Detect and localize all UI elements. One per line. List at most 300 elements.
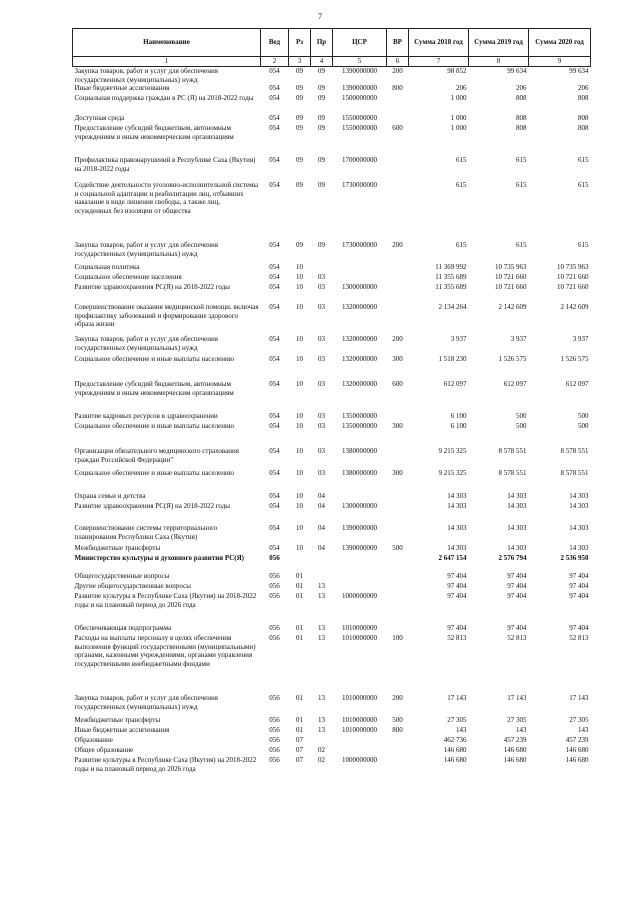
- row-sum-2018: 14 303: [447, 492, 467, 501]
- row-rz: 10: [296, 502, 303, 511]
- row-pr: 03: [318, 335, 325, 344]
- table-row: [73, 746, 591, 756]
- row-vr: [387, 524, 409, 544]
- row-csr: 1320000000: [342, 303, 377, 312]
- row-csr: 1350000000: [342, 422, 377, 431]
- table-row: [73, 94, 591, 114]
- header-vr: ВР: [387, 29, 409, 57]
- row-sum-2018: 27 305: [447, 716, 467, 725]
- row-sum-2019: 10 721 660: [495, 273, 527, 282]
- row-name: Социальное обеспечение и иные выплаты населению: [74, 422, 234, 431]
- row-csr: 1550000000: [342, 114, 377, 123]
- row-ved: 054: [269, 335, 280, 344]
- row-sum-2020: 14 303: [569, 524, 589, 533]
- row-vr: [387, 572, 409, 582]
- row-ved: 054: [269, 502, 280, 511]
- row-sum-2018: 11 355 689: [435, 273, 467, 282]
- row-sum-2018: 14 303: [447, 524, 467, 533]
- row-csr: [333, 554, 387, 572]
- row-rz: 10: [296, 544, 303, 553]
- row-vr: [387, 624, 409, 634]
- row-sum-2020: 10 735 963: [557, 263, 589, 272]
- row-sum-2018: 97 404: [447, 592, 467, 601]
- row-vr: 200: [392, 67, 403, 75]
- header-sum-2018: Сумма 2018 год: [409, 29, 469, 57]
- row-sum-2018: 97 404: [447, 572, 467, 581]
- table-row: [73, 694, 591, 716]
- row-csr: 1010000000: [342, 726, 377, 735]
- row-rz: 10: [296, 447, 303, 456]
- row-sum-2018: 9 215 325: [438, 447, 467, 456]
- row-sum-2019: 457 239: [503, 736, 527, 745]
- row-sum-2020: 500: [578, 422, 589, 431]
- row-sum-2018: 1 000: [450, 94, 467, 103]
- row-pr: 09: [318, 181, 325, 190]
- row-name: Содействие деятельности уголовно-исполнительной системы и социальной адаптации и реабилитации лиц, отбывших наказание в виде лишения свободы, а также лиц, осужденных без изоляции от общества: [74, 181, 259, 215]
- row-ved: 054: [269, 492, 280, 501]
- row-sum-2020: 500: [578, 412, 589, 421]
- table-row: [73, 716, 591, 726]
- row-name: Развитие культуры в Республике Саха (Якутия) на 2018-2022 годы и на плановый период до 2026 года: [74, 592, 257, 609]
- row-pr: 09: [318, 67, 325, 75]
- row-sum-2019: 10 721 660: [495, 283, 527, 292]
- page-number: 7: [318, 12, 322, 21]
- row-rz: 10: [296, 524, 303, 533]
- table-row: [73, 726, 591, 736]
- row-csr: 1010000000: [342, 634, 377, 643]
- row-name: Социальное обеспечение населения: [74, 273, 182, 282]
- row-vr: [387, 592, 409, 624]
- row-rz: 10: [296, 380, 303, 389]
- row-sum-2019: 615: [516, 241, 527, 250]
- row-ved: 054: [269, 412, 280, 421]
- header-row: [73, 29, 591, 57]
- table-row: [73, 412, 591, 422]
- row-name: Обеспечивающая подпрограмма: [74, 624, 172, 633]
- row-csr: 1550000000: [342, 124, 377, 133]
- row-sum-2018: 206: [456, 84, 467, 93]
- table-row: [73, 355, 591, 380]
- row-rz: 09: [296, 94, 303, 103]
- row-sum-2020: 3 937: [572, 335, 589, 344]
- column-number: 6: [387, 57, 409, 67]
- row-sum-2020: 97 404: [569, 572, 589, 581]
- table-row: [73, 492, 591, 502]
- row-sum-2018: 146 680: [443, 746, 467, 755]
- row-ved: 054: [269, 273, 280, 282]
- row-ved: 054: [269, 241, 280, 250]
- row-csr: [333, 736, 387, 746]
- table-row: [73, 624, 591, 634]
- row-vr: [387, 273, 409, 283]
- row-sum-2020: 14 303: [569, 492, 589, 501]
- row-sum-2018: 612 097: [443, 380, 467, 389]
- row-csr: 1380000000: [342, 469, 377, 478]
- row-vr: 500: [392, 544, 403, 553]
- row-sum-2019: 206: [516, 84, 527, 93]
- row-name: Расходы на выплаты персоналу в целях обеспечения выполнения функций государственными (муниципальными) органами, казенными учреждениями, органами управления государственными внебюджетными фондами: [74, 634, 256, 668]
- row-vr: [387, 736, 409, 746]
- row-sum-2019: 97 404: [507, 592, 527, 601]
- row-sum-2018: 1 000: [450, 124, 467, 133]
- row-name: Развитие кадровых ресурсов в здравоохранении: [74, 412, 218, 421]
- row-sum-2020: 146 680: [565, 746, 589, 755]
- row-rz: 01: [296, 726, 303, 735]
- table-row: [73, 524, 591, 544]
- table-body: [73, 67, 591, 777]
- row-ved: 056: [269, 726, 280, 735]
- row-sum-2019: 8 578 551: [498, 469, 527, 478]
- row-vr: [387, 283, 409, 303]
- row-name: Развитие культуры в Республике Саха (Якутия) на 2018-2022 годы и на плановый период до 2026 года: [74, 756, 257, 773]
- row-rz: 10: [296, 422, 303, 431]
- row-rz: 01: [296, 592, 303, 601]
- table-row: [73, 335, 591, 355]
- row-sum-2020: 615: [578, 181, 589, 190]
- header-sum-2020: Сумма 2020 год: [529, 29, 591, 57]
- row-sum-2020: 10 721 660: [557, 283, 589, 292]
- row-sum-2018: 1 518 230: [438, 355, 467, 364]
- row-csr: 1390000000: [342, 84, 377, 93]
- row-sum-2020: 8 578 551: [560, 469, 589, 478]
- row-rz: 09: [296, 181, 303, 190]
- row-vr: [387, 412, 409, 422]
- row-sum-2020: 17 143: [569, 694, 589, 703]
- row-vr: 200: [392, 241, 403, 250]
- row-vr: [387, 492, 409, 502]
- row-csr: 1010000000: [342, 624, 377, 633]
- header-ved: Вед: [261, 29, 289, 57]
- row-csr: 1380000000: [342, 447, 377, 456]
- row-vr: [387, 156, 409, 181]
- row-csr: [333, 273, 387, 283]
- row-sum-2019: 8 578 551: [498, 447, 527, 456]
- row-vr: [387, 114, 409, 124]
- row-sum-2019: 500: [516, 412, 527, 421]
- row-rz: 10: [296, 335, 303, 344]
- row-sum-2018: 11 369 992: [435, 263, 467, 272]
- row-ved: 054: [269, 447, 280, 456]
- row-name: Закупка товаров, работ и услуг для обеспечения государственных (муниципальных) нужд: [74, 335, 218, 352]
- row-ved: 054: [269, 469, 280, 478]
- row-csr: [333, 582, 387, 592]
- row-sum-2018: 52 813: [447, 634, 467, 643]
- row-csr: 1010000000: [342, 694, 377, 703]
- row-pr: [311, 263, 333, 273]
- row-pr: 02: [318, 756, 325, 765]
- row-sum-2018: 14 303: [447, 544, 467, 553]
- row-sum-2019: 14 303: [507, 492, 527, 501]
- row-ved: 054: [269, 67, 280, 75]
- row-ved: 054: [269, 114, 280, 123]
- row-vr: 300: [392, 422, 403, 431]
- row-pr: 02: [318, 746, 325, 755]
- row-pr: 13: [318, 634, 325, 643]
- row-name: Развитие здравоохранения РС(Я) на 2018-2022 годы: [74, 502, 230, 511]
- row-vr: [387, 263, 409, 273]
- row-sum-2018: 462 736: [443, 736, 467, 745]
- row-vr: 100: [392, 634, 403, 643]
- row-sum-2019: 97 404: [507, 582, 527, 591]
- row-csr: 1320000000: [342, 380, 377, 389]
- row-sum-2019: 3 937: [510, 335, 527, 344]
- row-rz: 07: [296, 756, 303, 765]
- row-ved: 054: [269, 303, 280, 312]
- row-sum-2020: 206: [578, 84, 589, 93]
- row-sum-2020: 97 404: [569, 624, 589, 633]
- row-sum-2019: 10 735 963: [495, 263, 527, 272]
- row-sum-2020: 808: [578, 114, 589, 123]
- row-csr: 1350000000: [342, 412, 377, 421]
- row-name: Социальная поддержка граждан в РС (Я) на 2018-2022 годы: [74, 94, 254, 103]
- row-pr: 04: [318, 544, 325, 553]
- row-name: Развитие здравоохранения РС(Я) на 2018-2022 годы: [74, 283, 230, 292]
- row-rz: 09: [296, 241, 303, 250]
- table-row: [73, 447, 591, 469]
- row-rz: 10: [296, 263, 303, 272]
- row-name: Охрана семьи и детства: [74, 492, 146, 501]
- row-pr: 09: [318, 84, 325, 93]
- row-csr: [333, 263, 387, 273]
- column-number: 5: [333, 57, 387, 67]
- table-row: [73, 156, 591, 181]
- row-sum-2019: 615: [516, 181, 527, 190]
- row-ved: 056: [269, 592, 280, 601]
- row-csr: [333, 746, 387, 756]
- row-sum-2018: 615: [456, 181, 467, 190]
- column-number: 2: [261, 57, 289, 67]
- row-ved: 056: [269, 572, 280, 581]
- row-ved: 054: [269, 94, 280, 103]
- row-sum-2018: 615: [456, 156, 467, 165]
- row-name: Межбюджетные трансферты: [74, 716, 161, 725]
- row-pr: 09: [318, 114, 325, 123]
- row-vr: 500: [392, 716, 403, 725]
- table-row: [73, 84, 591, 94]
- row-sum-2018: 6 100: [450, 412, 467, 421]
- row-csr: 1000000000: [342, 756, 377, 765]
- row-pr: 09: [318, 124, 325, 133]
- row-name: Общегосударственные вопросы: [74, 572, 170, 581]
- row-rz: 09: [296, 67, 303, 75]
- row-ved: 056: [269, 736, 280, 745]
- table-row: [73, 114, 591, 124]
- table-row: [73, 263, 591, 273]
- row-csr: 1730000000: [342, 181, 377, 190]
- row-csr: 1500000000: [342, 94, 377, 103]
- row-name: Межбюджетные трансферты: [74, 544, 161, 553]
- row-name: Совершенствование оказания медицинской помощи, включая профилактику заболеваний и формирование здорового образа жизни: [74, 303, 259, 329]
- table-row: [73, 554, 591, 572]
- table-row: [73, 283, 591, 303]
- row-sum-2020: 14 303: [569, 544, 589, 553]
- row-sum-2019: 808: [516, 124, 527, 133]
- table-row: [73, 241, 591, 263]
- row-pr: 13: [318, 582, 325, 591]
- table-row: [73, 582, 591, 592]
- row-sum-2019: 17 143: [507, 694, 527, 703]
- row-sum-2019: 2 142 609: [498, 303, 527, 312]
- row-pr: 04: [318, 502, 325, 511]
- table-row: [73, 67, 591, 85]
- row-ved: 054: [269, 544, 280, 553]
- row-sum-2018: 1 000: [450, 114, 467, 123]
- table-row: [73, 422, 591, 447]
- row-csr: [333, 572, 387, 582]
- row-sum-2019: 97 404: [507, 572, 527, 581]
- row-sum-2018: 9 215 325: [438, 469, 467, 478]
- row-vr: [387, 94, 409, 114]
- table-row: [73, 572, 591, 582]
- row-rz: 09: [296, 124, 303, 133]
- row-name: Социальное обеспечение и иные выплаты населению: [74, 469, 234, 478]
- row-pr: 09: [318, 156, 325, 165]
- row-vr: 300: [392, 469, 403, 478]
- row-name: Закупка товаров, работ и услуг для обеспечения государственных (муниципальных) нужд: [74, 694, 218, 711]
- row-name: Закупка товаров, работ и услуг для обеспечения государственных (муниципальных) нужд: [74, 241, 218, 258]
- row-sum-2018: 97 404: [447, 582, 467, 591]
- row-csr: 1390000000: [342, 67, 377, 75]
- row-sum-2019: 14 303: [507, 544, 527, 553]
- column-number: 1: [73, 57, 261, 67]
- row-csr: 1700000000: [342, 156, 377, 165]
- row-sum-2019: 615: [516, 156, 527, 165]
- row-vr: 800: [392, 84, 403, 93]
- row-pr: 13: [318, 694, 325, 703]
- row-vr: [387, 447, 409, 469]
- row-sum-2019: 1 526 575: [498, 355, 527, 364]
- row-ved: 056: [269, 756, 280, 765]
- row-vr: 200: [392, 335, 403, 344]
- row-vr: 800: [392, 726, 403, 735]
- row-rz: 10: [296, 355, 303, 364]
- row-sum-2018: 14 303: [447, 502, 467, 511]
- row-name: Доступная среда: [74, 114, 125, 123]
- header-name: Наименование: [73, 29, 261, 57]
- table-row: [73, 469, 591, 492]
- table-row: [73, 502, 591, 524]
- row-ved: 056: [269, 554, 280, 563]
- table-row: [73, 273, 591, 283]
- row-sum-2019: 14 303: [507, 502, 527, 511]
- row-vr: [387, 746, 409, 756]
- row-sum-2019: 612 097: [503, 380, 527, 389]
- row-ved: 056: [269, 716, 280, 725]
- table-row: [73, 756, 591, 776]
- row-sum-2019: 808: [516, 114, 527, 123]
- row-csr: 1390000000: [342, 524, 377, 533]
- row-sum-2019: 143: [516, 726, 527, 735]
- row-csr: 1320000000: [342, 355, 377, 364]
- row-sum-2018: 6 100: [450, 422, 467, 431]
- row-ved: 054: [269, 263, 280, 272]
- header-pr: Пр: [311, 29, 333, 57]
- header-csr: ЦСР: [333, 29, 387, 57]
- row-name: Социальное обеспечение и иные выплаты населению: [74, 355, 234, 364]
- row-rz: 10: [296, 492, 303, 501]
- row-sum-2020: 808: [578, 94, 589, 103]
- row-vr: [387, 181, 409, 241]
- row-name: Закупка товаров, работ и услуг для обеспечения государственных (муниципальных) нужд: [74, 67, 218, 84]
- row-sum-2020: 612 097: [565, 380, 589, 389]
- row-sum-2019: 52 813: [507, 634, 527, 643]
- row-pr: 13: [318, 624, 325, 633]
- table-row: [73, 634, 591, 694]
- row-rz: 10: [296, 273, 303, 282]
- row-pr: 04: [318, 524, 325, 533]
- row-sum-2018: 17 143: [447, 694, 467, 703]
- row-sum-2019: 97 404: [507, 624, 527, 633]
- row-sum-2020: 10 721 660: [557, 273, 589, 282]
- row-name: Социальная политика: [74, 263, 140, 272]
- row-vr: 600: [392, 380, 403, 389]
- row-csr: [333, 492, 387, 502]
- row-sum-2019: 146 680: [503, 746, 527, 755]
- row-pr: 03: [318, 380, 325, 389]
- column-number: 9: [529, 57, 591, 67]
- row-pr: 03: [318, 469, 325, 478]
- row-vr: 300: [392, 355, 403, 364]
- row-sum-2019: 808: [516, 94, 527, 103]
- row-rz: 07: [296, 736, 303, 745]
- row-sum-2019: 99 634: [507, 67, 527, 75]
- row-sum-2020: 97 404: [569, 592, 589, 601]
- row-name: Иные бюджетные ассигнования: [74, 726, 170, 735]
- row-ved: 056: [269, 746, 280, 755]
- row-sum-2020: 14 303: [569, 502, 589, 511]
- row-csr: 1390000000: [342, 544, 377, 553]
- column-number: 3: [289, 57, 311, 67]
- row-sum-2019: 2 576 794: [498, 554, 527, 563]
- column-number: 8: [469, 57, 529, 67]
- row-ved: 054: [269, 524, 280, 533]
- row-ved: 054: [269, 283, 280, 292]
- row-rz: 01: [296, 634, 303, 643]
- column-number: 7: [409, 57, 469, 67]
- row-rz: 10: [296, 469, 303, 478]
- row-pr: 09: [318, 241, 325, 250]
- row-sum-2018: 98 852: [447, 67, 467, 75]
- row-sum-2020: 2 142 609: [560, 303, 589, 312]
- row-vr: [387, 502, 409, 524]
- row-ved: 054: [269, 422, 280, 431]
- row-sum-2020: 615: [578, 241, 589, 250]
- row-sum-2018: 146 680: [443, 756, 467, 765]
- row-name: Общее образование: [74, 746, 134, 755]
- row-rz: 01: [296, 624, 303, 633]
- row-sum-2019: 500: [516, 422, 527, 431]
- row-pr: 09: [318, 94, 325, 103]
- column-number: 4: [311, 57, 333, 67]
- row-sum-2020: 615: [578, 156, 589, 165]
- row-sum-2018: 143: [456, 726, 467, 735]
- table-row: [73, 592, 591, 624]
- row-vr: [387, 303, 409, 335]
- table-row: [73, 124, 591, 156]
- row-pr: 03: [318, 355, 325, 364]
- row-sum-2018: 615: [456, 241, 467, 250]
- row-rz: 10: [296, 303, 303, 312]
- row-name: Предоставление субсидий бюджетным, автономным учреждениям и иным некоммерческим организациям: [74, 124, 234, 141]
- row-sum-2020: 808: [578, 124, 589, 133]
- row-ved: 056: [269, 624, 280, 633]
- row-vr: 200: [392, 694, 403, 703]
- table-row: [73, 380, 591, 412]
- row-ved: 054: [269, 124, 280, 133]
- row-vr: [387, 582, 409, 592]
- row-pr: [311, 736, 333, 746]
- row-sum-2019: 14 303: [507, 524, 527, 533]
